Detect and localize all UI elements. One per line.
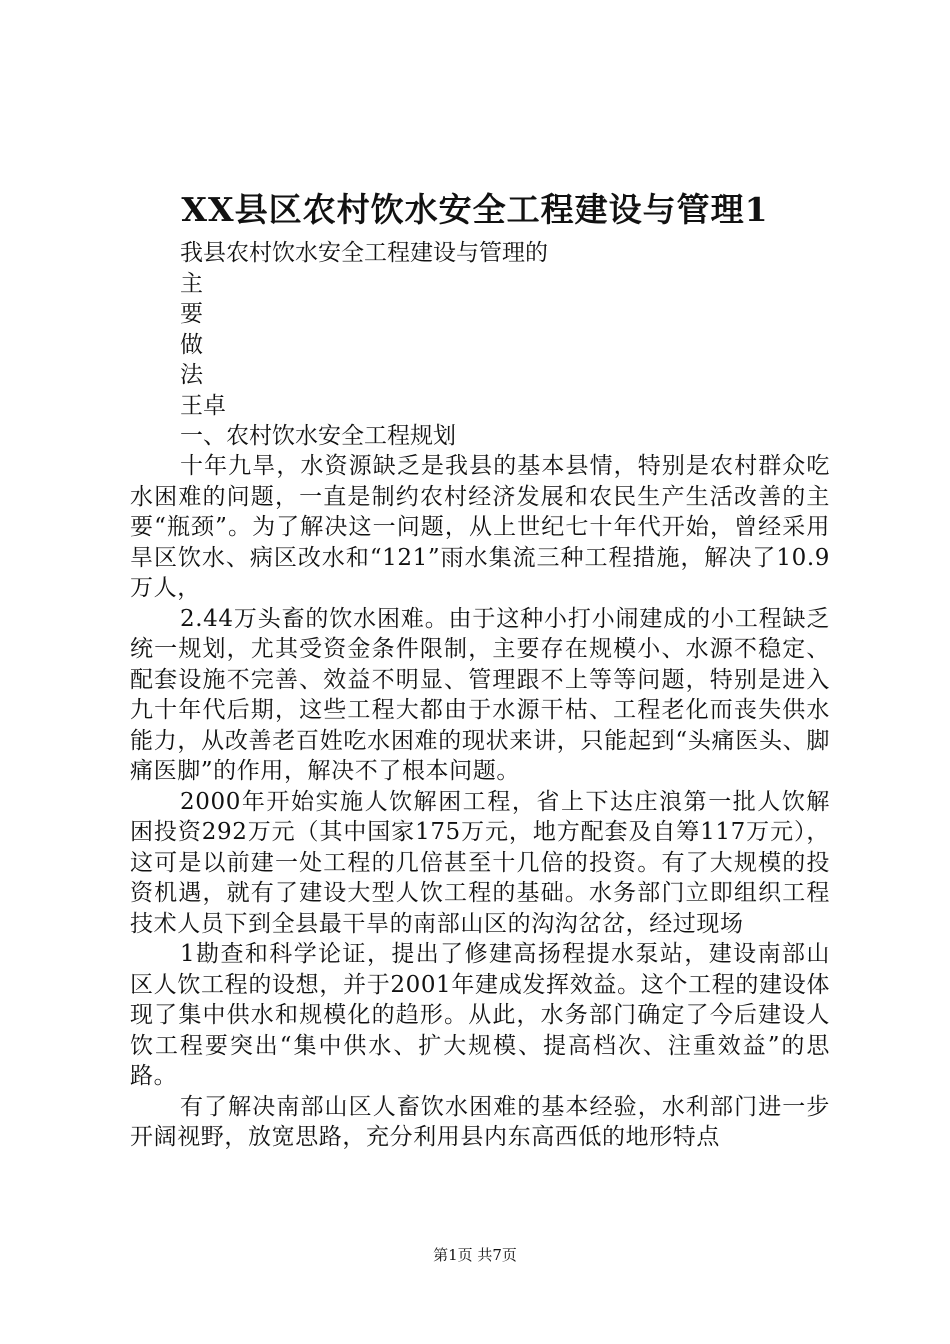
subtitle-line: 主 [180, 270, 203, 297]
section-heading: 一、农村饮水安全工程规划 [180, 423, 456, 449]
body-paragraph: 2000年开始实施人饮解困工程，省上下达庄浪第一批人饮解困投资292万元（其中国家175万元，地方配套及自筹117万元），这可是以前建一处工程的几倍甚至十几倍的投资。有了大规模的投资机遇，就有了建设大型人饮工程的基础。水务部门立即组织工程技术人员下到全县最干旱的南部山区的沟沟岔岔，经过现场 [130, 788, 830, 937]
document-body [130, 451, 830, 1153]
subtitle-line: 法 [180, 362, 203, 388]
page-footer: 第1页 共7页 [433, 1246, 517, 1264]
author-name: 王卓 [180, 392, 226, 419]
body-paragraph: 2.44万头畜的饮水困难。由于这种小打小闹建成的小工程缺乏统一规划，尤其受资金条件限制，主要存在规模小、水源不稳定、配套设施不完善、效益不明显、管理跟不上等等问题，特别是进入九十年代后期，这些工程大都由于水源干枯、工程老化而丧失供水能力，从改善老百姓吃水困难的现状来讲，只能起到“头痛医头、脚痛医脚”的作用，解决不了根本问题。 [130, 605, 830, 784]
heading-block [180, 238, 880, 452]
document-title: XX县区农村饮水安全工程建设与管理1 [181, 190, 769, 229]
body-paragraph: 有了解决南部山区人畜饮水困难的基本经验，水利部门进一步开阔视野，放宽思路，充分利用县内东高西低的地形特点 [130, 1093, 830, 1150]
subtitle-line: 我县农村饮水安全工程建设与管理的 [180, 240, 548, 266]
body-paragraph: 十年九旱，水资源缺乏是我县的基本县情，特别是农村群众吃水困难的问题，一直是制约农村经济发展和农民生产生活改善的主要“瓶颈”。为了解决这一问题，从上世纪七十年代开始，曾经采用旱区饮水、病区改水和“121”雨水集流三种工程措施，解决了10.9万人， [130, 453, 830, 601]
subtitle-line: 做 [180, 331, 203, 358]
body-paragraph: 1勘查和科学论证，提出了修建高扬程提水泵站，建设南部山区人饮工程的设想，并于2001年建成发挥效益。这个工程的建设体现了集中供水和规模化的趋形。从此，水务部门确定了今后建设人饮工程要突出“集中供水、扩大规模、提高档次、注重效益”的思路。 [130, 941, 830, 1089]
subtitle-line: 要 [180, 301, 203, 327]
